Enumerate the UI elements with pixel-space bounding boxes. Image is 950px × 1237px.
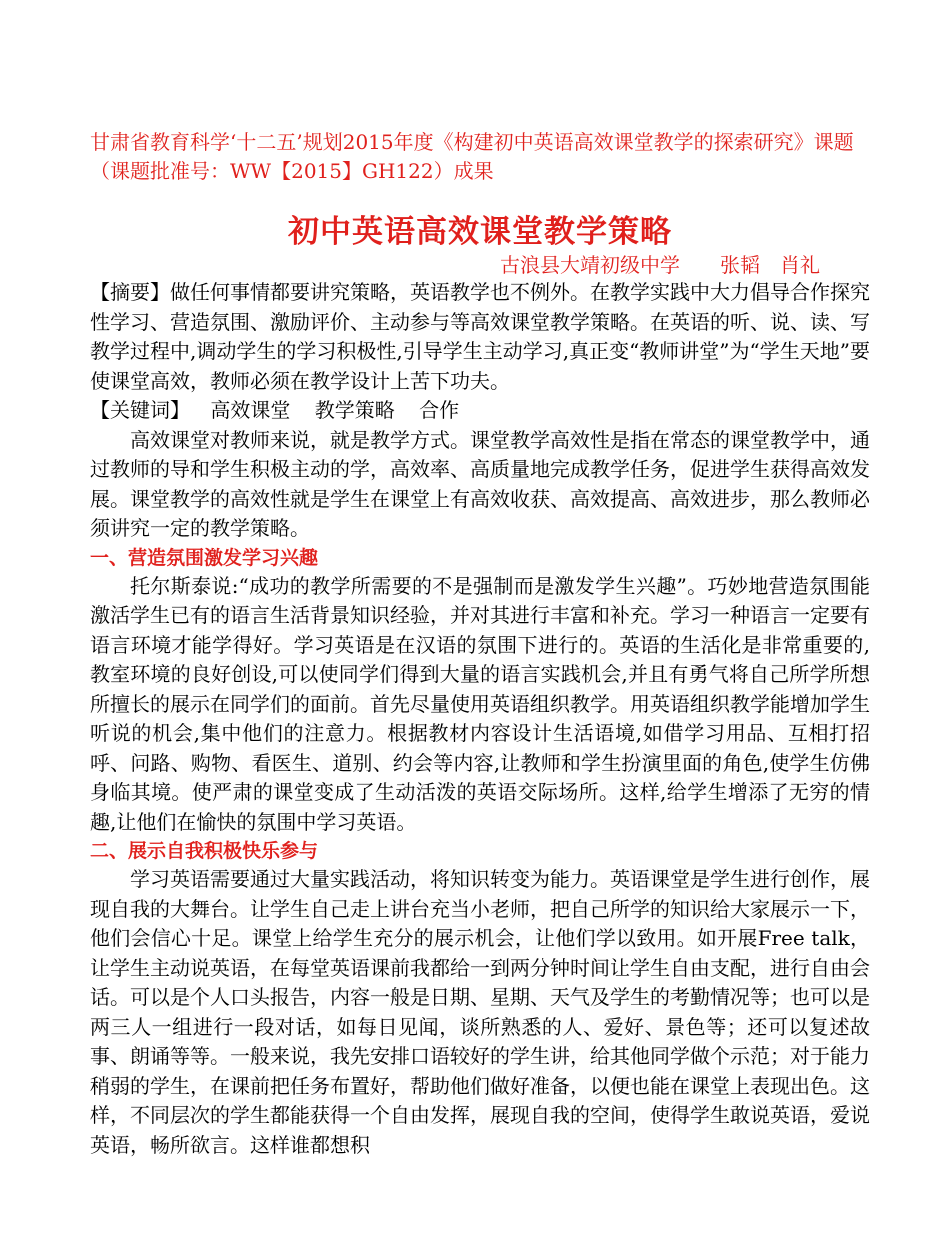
abstract-block — [90, 278, 870, 396]
document-body — [90, 128, 870, 1160]
keywords-label: 【关键词】 — [90, 398, 190, 422]
section-paragraph: 学习英语需要通过大量实践活动，将知识转变为能力。英语课堂是学生进行创作，展现自我的大舞台。让学生自己走上讲台充当小老师，把自己所学的知识给大家展示一下，他们会信心十足。课堂上给学生充分的展示机会，让他们学以致用。如开展Free talk，让学生主动说英语，在每堂英语课前我都给一到两分钟时间让学生自由支配，进行自由会话。可以是个人口头报告，内容一般是日期、星期、天气及学生的考勤情况等；也可以是两三人一组进行一段对话，如每日见闻，谈所熟悉的人、爱好、景色等；还可以复述故事、朗诵等等。一般来说，我先安排口语较好的学生讲，给其他同学做个示范；对于能力稍弱的学生，在课前把任务布置好，帮助他们做好准备，以便也能在课堂上表现出色。这样，不同层次的学生都能获得一个自由发挥，展现自我的空间，使得学生敢说英语，爱说英语，畅所欲言。这样谁都想积 — [90, 867, 870, 1157]
section-heading: 二、展示自我积极快乐参与 — [90, 840, 319, 862]
main-content — [90, 426, 870, 1161]
author-line: 古浪县大靖初级中学 张韬 肖礼 — [500, 253, 820, 277]
section-heading: 一、营造氛围激发学习兴趣 — [90, 546, 319, 569]
project-header: 甘肃省教育科学‘十二五’规划2015年度《构建初中英语高效课堂教学的探索研究》课题（课题批准号：WW【2015】GH122）成果 — [90, 130, 854, 183]
intro-paragraph: 高效课堂对教师来说，就是教学方式。课堂教学高效性是指在常态的课堂教学中，通过教师的导和学生积极主动的学，高效率、高质量地完成教学任务，促进学生获得高效发展。课堂教学的高效性就是学生在课堂上有高效收获、高效提高、高效进步，那么教师必须讲究一定的教学策略。 — [90, 427, 870, 540]
document-title: 初中英语高效课堂教学策略 — [288, 214, 672, 250]
keywords-line — [90, 396, 870, 426]
keyword-item: 合作 — [419, 398, 460, 422]
keyword-item: 教学策略 — [314, 398, 395, 422]
abstract-text: 【摘要】做任何事情都要讲究策略，英语教学也不例外。在教学实践中大力倡导合作探究性学习、营造氛围、激励评价、主动参与等高效课堂教学策略。在英语的听、说、读、写教学过程中,调动学生的学习积极性,引导学生主动学习,真正变“教师讲堂”为“学生天地”要使课堂高效，教师必须在教学设计上苦下功夫。 — [90, 280, 870, 393]
section-paragraph: 托尔斯泰说:“成功的教学所需要的不是强制而是激发学生兴趣”。巧妙地营造氛围能激活学生已有的语言生活背景知识经验，并对其进行丰富和补充。学习一种语言一定要有语言环境才能学得好。学习英语是在汉语的氛围下进行的。英语的生活化是非常重要的,教室环境的良好创设,可以使同学们得到大量的语言实践机会,并且有勇气将自己所学所想所擅长的展示在同学们的面前。首先尽量使用英语组织教学。用英语组织教学能增加学生听说的机会,集中他们的注意力。根据教材内容设计生活语境,如借学习用品、互相打招呼、问路、购物、看医生、道别、约会等内容,让教师和学生扮演里面的角色,使学生仿佛身临其境。使严肃的课堂变成了生动活泼的英语交际场所。这样,给学生增添了无穷的情趣,让他们在愉快的氛围中学习英语。 — [90, 573, 870, 834]
keyword-item: 高效课堂 — [210, 398, 291, 422]
